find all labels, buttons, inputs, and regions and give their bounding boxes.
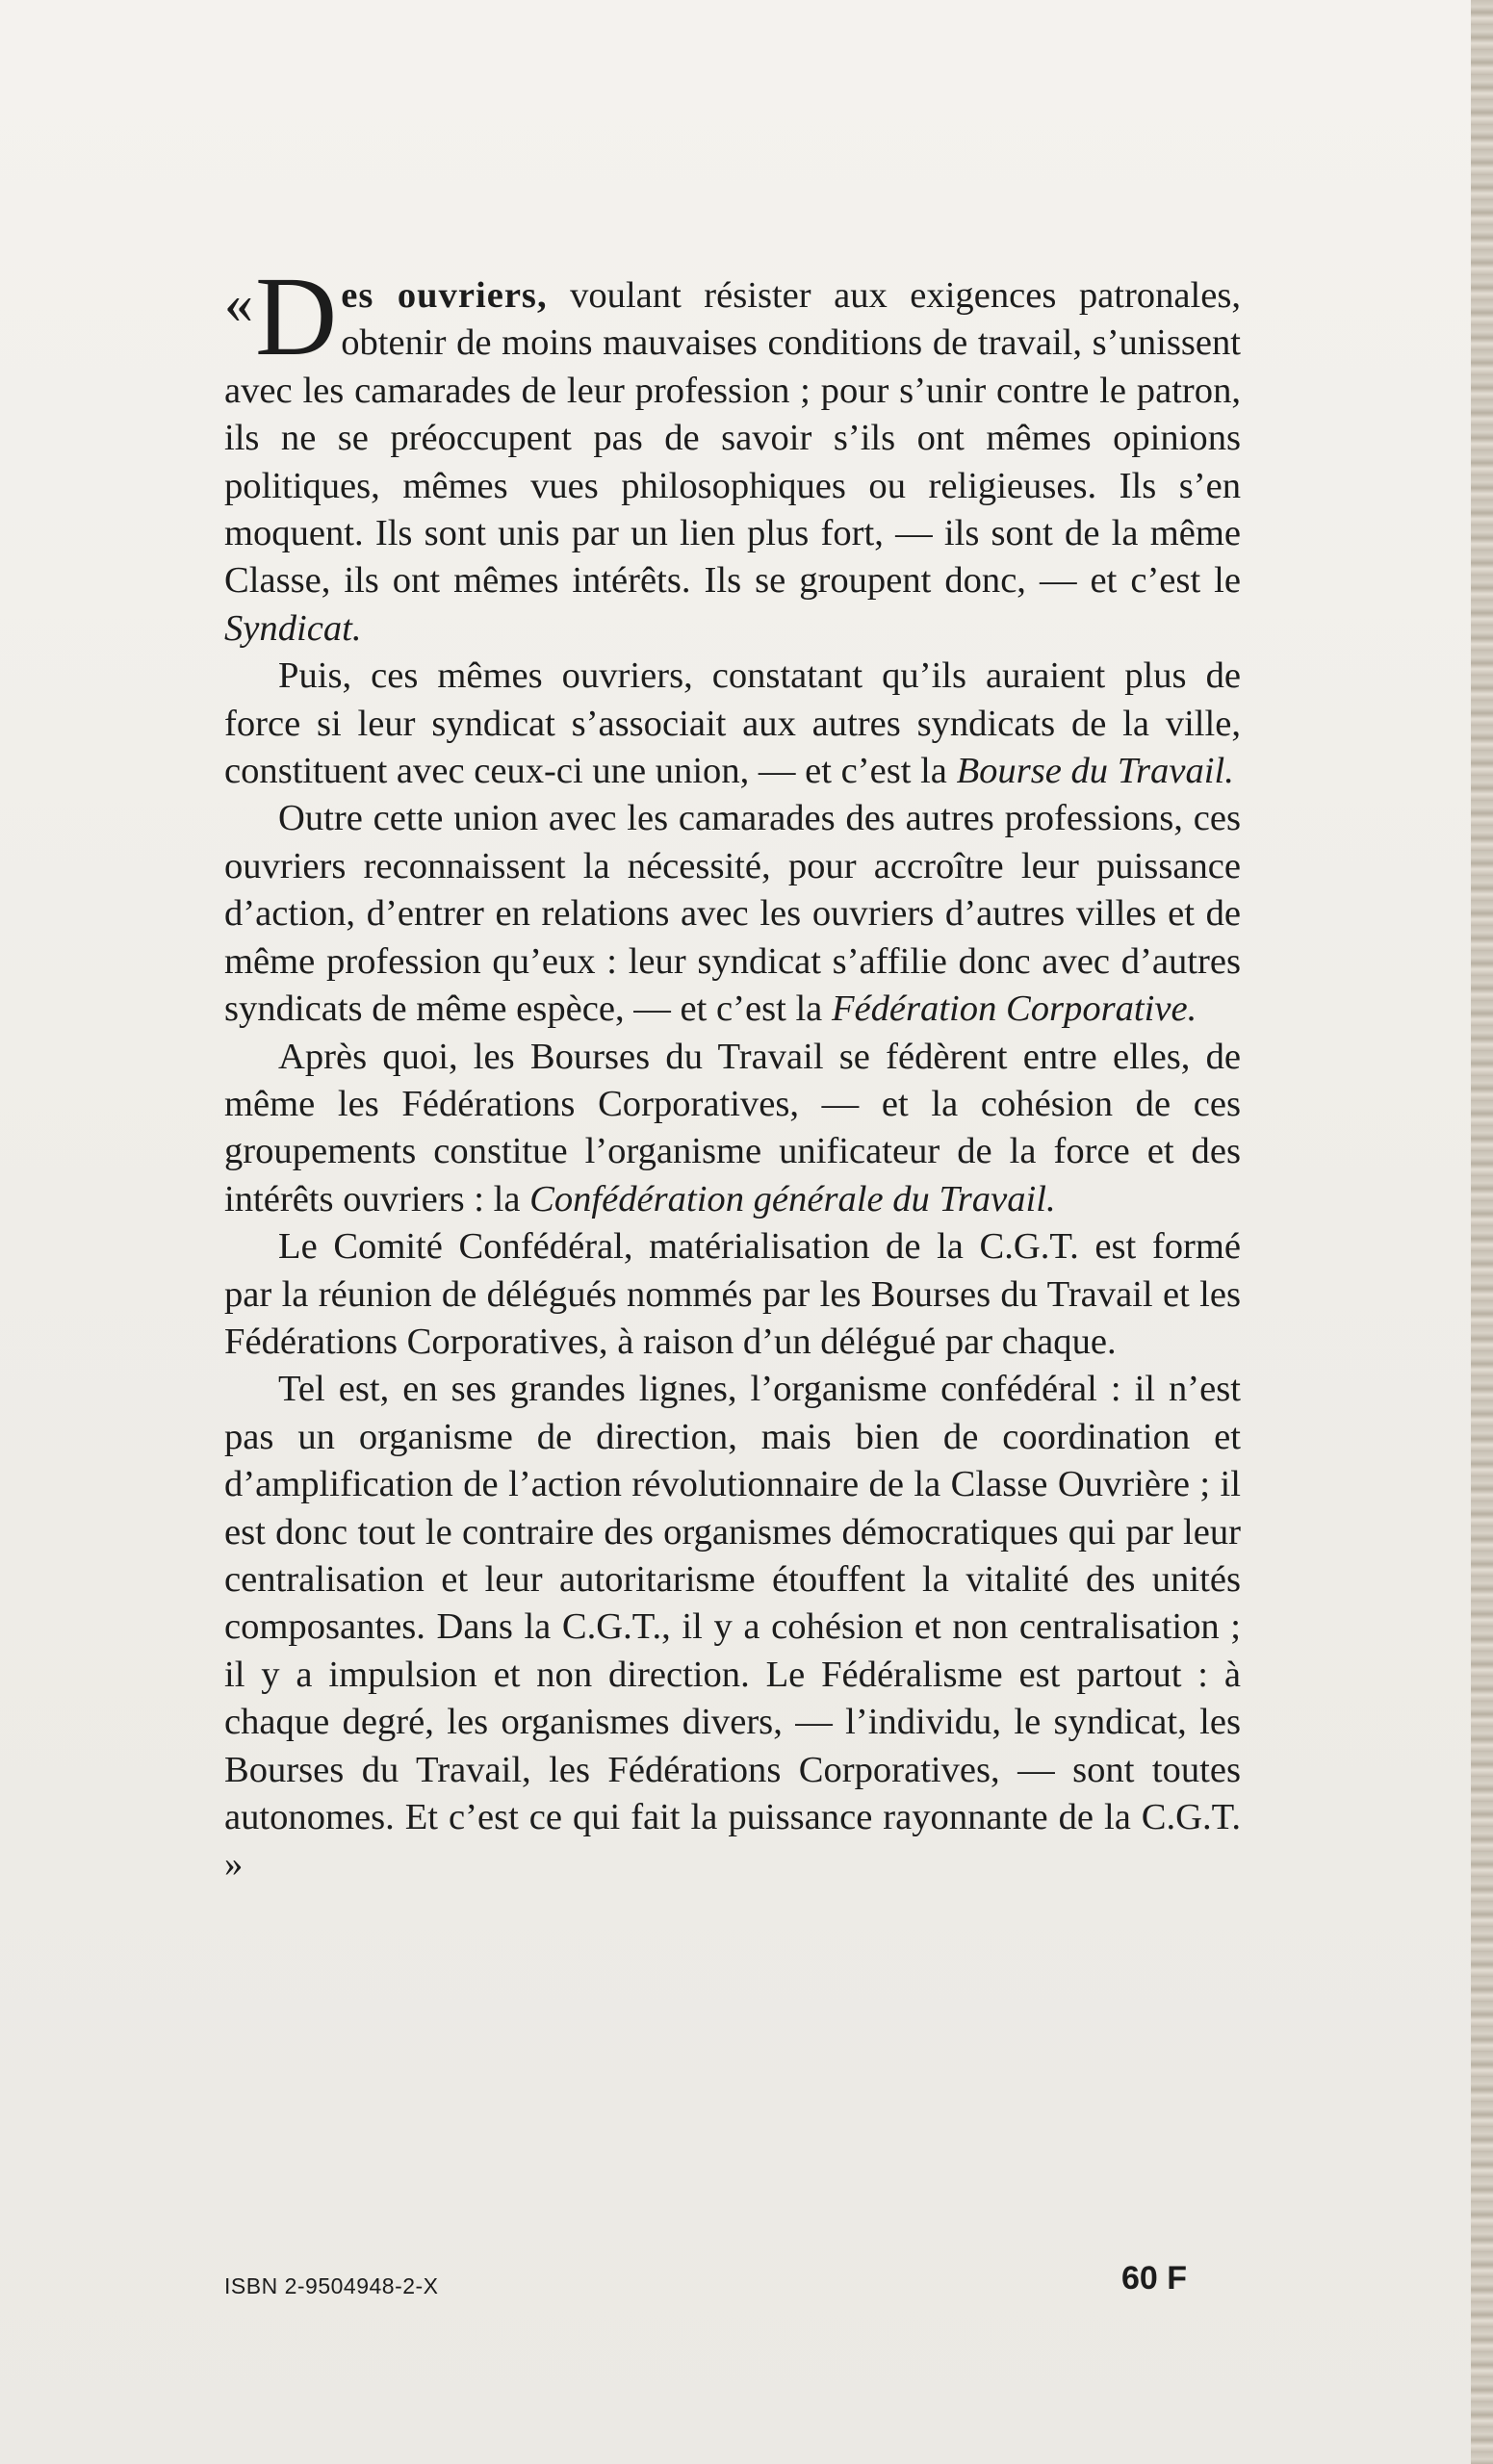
- paragraph-4-text: Après quoi, les Bourses du Travail se fédèrent entre elles, de même les Fédérations Corporatives, — et la cohésion de ces groupements constitue l’organisme unificateur de la force et des intérêts ouvriers : la: [224, 1036, 1241, 1219]
- paragraph-1: [224, 253, 1242, 653]
- paragraph-6-text: Tel est, en ses grandes lignes, l’organisme confédéral : il n’est pas un organisme de direction, mais bien de coordination et d’amplification de l’action révolutionnaire de la Classe Ouvrière ; il est donc tout le contraire des organismes démocratiques qui par leur centralisation et leur autoritarisme étouffent la vitalité des unités composantes. Dans la C.G.T., il y a cohésion et non centralisation ; il y a impulsion et non direction. Le Fédéralisme est partout : à chaque degré, les organismes divers, — l’individu, le syndicat, les Bourses du Travail, les Fédérations Corporatives, — sont toutes autonomes. Et c’est ce qui fait la puissance rayonnante de la C.G.T. »: [224, 1369, 1241, 1886]
- term-bourse-du-travail: Bourse du Travail.: [956, 751, 1234, 792]
- term-syndicat: Syndicat.: [224, 607, 362, 649]
- book-spine-edge: [1471, 0, 1493, 2464]
- paragraph-2-text: Puis, ces mêmes ouvriers, constatant qu’ils auraient plus de force si leur syndicat s’associait aux autres syndicats de la ville, constituent avec ceux-ci une union, — et c’est la: [224, 655, 1241, 792]
- paragraph-2: [224, 653, 1241, 795]
- price-label: 60 F: [1121, 2260, 1188, 2297]
- paragraph-6: [224, 1366, 1241, 1888]
- paragraph-3: [224, 795, 1241, 1033]
- paragraph-4: [224, 1034, 1241, 1224]
- paragraph-3-text: Outre cette union avec les camarades des autres professions, ces ouvriers reconnaissent la nécessité, pour accroître leur puissance d’action, d’entrer en relations avec les ouvriers d’autres villes et de même profession qu’eux : leur syndicat s’affilie donc avec d’autres syndicats de même espèce, — et c’est la: [224, 798, 1241, 1030]
- isbn-label: ISBN 2-9504948-2-X: [224, 2273, 439, 2298]
- paragraph-5-text: Le Comité Confédéral, matérialisation de la C.G.T. est formé par la réunion de délégués nommés par les Bourses du Travail et les Fédérations Corporatives, à raison d’un délégué par chaque.: [224, 1226, 1241, 1362]
- quotation-text-block: [224, 253, 1242, 1889]
- term-federation-corporative: Fédération Corporative.: [831, 988, 1197, 1030]
- drop-cap-letter: D: [255, 253, 338, 379]
- term-confederation-generale: Confédération générale du Travail.: [529, 1178, 1056, 1219]
- lead-words: es ouvriers,: [341, 275, 548, 316]
- paragraph-1-text: voulant résister aux exigences patronales, obtenir de moins mauvaises conditions de travail, s’unissent avec les camarades de leur profession ; pour s’unir contre le patron, ils ne se préoccupent pas de savoir s’ils ont mêmes opinions politiques, mêmes vues philosophiques ou religieuses. Ils s’en moquent. Ils sont unis par un lien plus fort, — ils sont de la même Classe, ils ont mêmes intérêts. Ils se groupent donc, — et c’est le: [224, 275, 1242, 602]
- opening-quote-mark: «: [224, 271, 253, 335]
- paragraph-5: [224, 1223, 1241, 1366]
